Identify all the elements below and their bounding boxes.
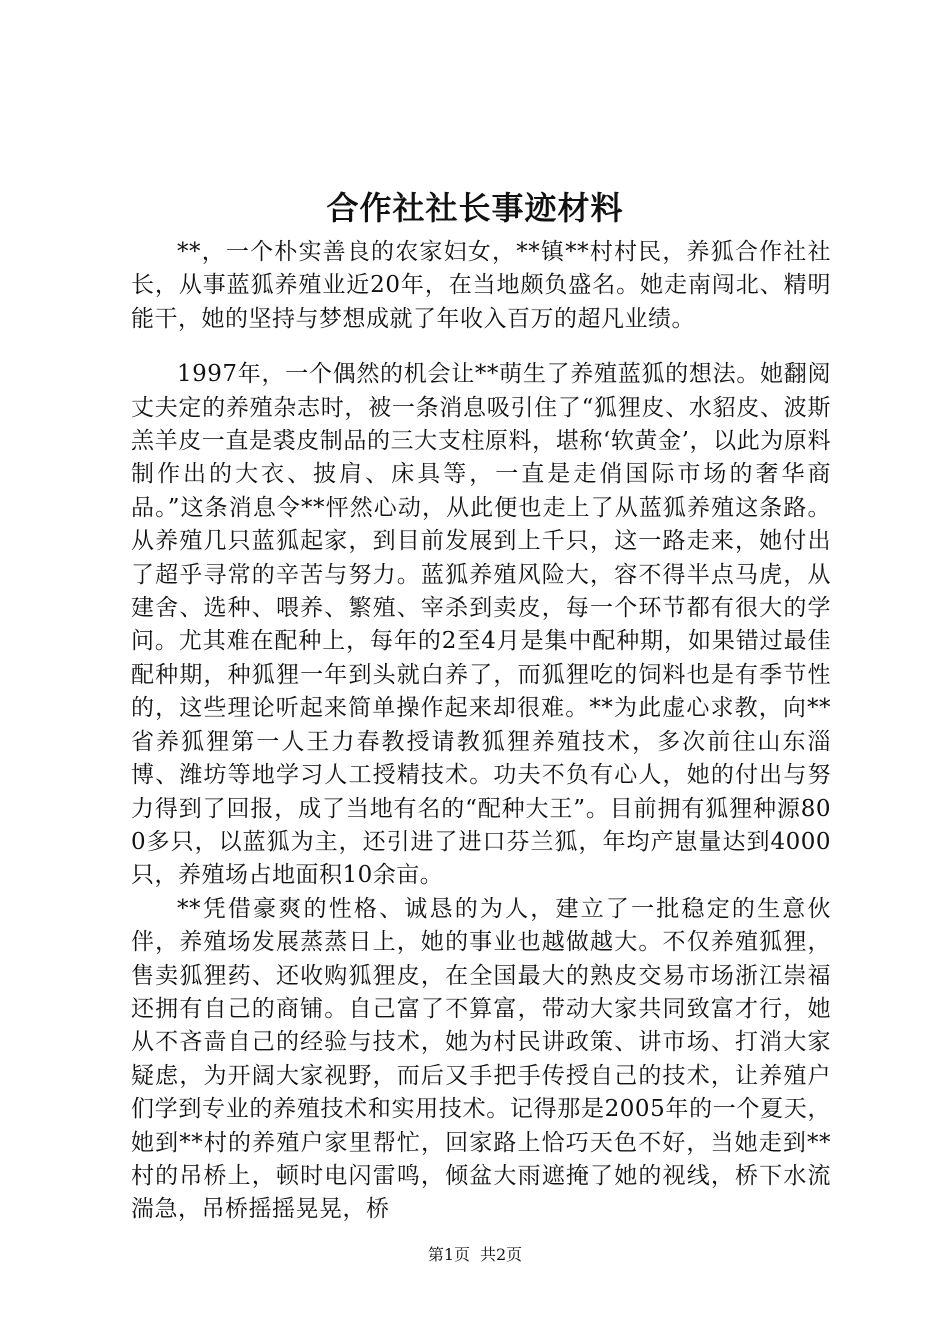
- document-title: 合作社社长事迹材料: [326, 189, 624, 227]
- page-number: 第1页: [427, 1245, 470, 1264]
- paragraph-business: **凭借豪爽的性格、诚恳的为人，建立了一批稳定的生意伙伴，养殖场发展蒸蒸日上，她的事业也越做越大。不仅养殖狐狸，售卖狐狸药、还收购狐狸皮，在全国最大的熟皮交易市场浙江崇福还拥有自己的商铺。自己富了不算富，带动大家共同致富才行，她从不吝啬自己的经验与技术，她为村民讲政策、讲市场、打消大家疑虑，为开阔大家视野，而后又手把手传授自己的技术，让养殖户们学到专业的养殖技术和实用技术。记得那是2005年的一个夏天，她到**村的养殖户家里帮忙，回家路上恰巧天色不好，当她走到**村的吊桥上，顿时电闪雷鸣，倾盆大雨遮掩了她的视线，桥下水流湍急，吊桥摇摇晃晃，桥: [131, 895, 831, 1223]
- paragraph-intro: **，一个朴实善良的农家妇女，**镇**村村民，养狐合作社社长，从事蓝狐养殖业近20年，在当地颇负盛名。她走南闯北、精明能干，她的坚持与梦想成就了年收入百万的超凡业绩。: [131, 239, 831, 332]
- document-body: [131, 236, 831, 1227]
- page-total: 共2页: [480, 1245, 523, 1264]
- paragraph-1997: 1997年，一个偶然的机会让**萌生了养殖蓝狐的想法。她翻阅丈夫定的养殖杂志时，被一条消息吸引住了“狐狸皮、水貂皮、波斯羔羊皮一直是裘皮制品的三大支柱原料，堪称‘软黄金’，以此为原料制作出的大衣、披肩、床具等，一直是走俏国际市场的奢华商品。”这条消息令**怦然心动，从此便也走上了从蓝狐养殖这条路。从养殖几只蓝狐起家，到目前发展到上千只，这一路走来，她付出了超乎寻常的辛苦与努力。蓝狐养殖风险大，容不得半点马虎，从建舍、选种、喂养、繁殖、宰杀到卖皮，每一个环节都有很大的学问。尤其难在配种上，每年的2至4月是集中配种期，如果错过最佳配种期，种狐狸一年到头就白养了，而狐狸吃的饲料也是有季节性的，这些理论听起来简单操作起来却很难。**为此虚心求教，向**省养狐狸第一人王力春教授请教狐狸养殖技术，多次前往山东淄博、潍坊等地学习人工授精技术。功夫不负有心人，她的付出与努力得到了回报，成了当地有名的“配种大王”。目前拥有狐狸种源800多只，以蓝狐为主，还引进了进口芬兰狐，年均产崽量达到4000只，养殖场占地面积10余亩。: [131, 361, 831, 889]
- page-footer: [0, 1245, 950, 1265]
